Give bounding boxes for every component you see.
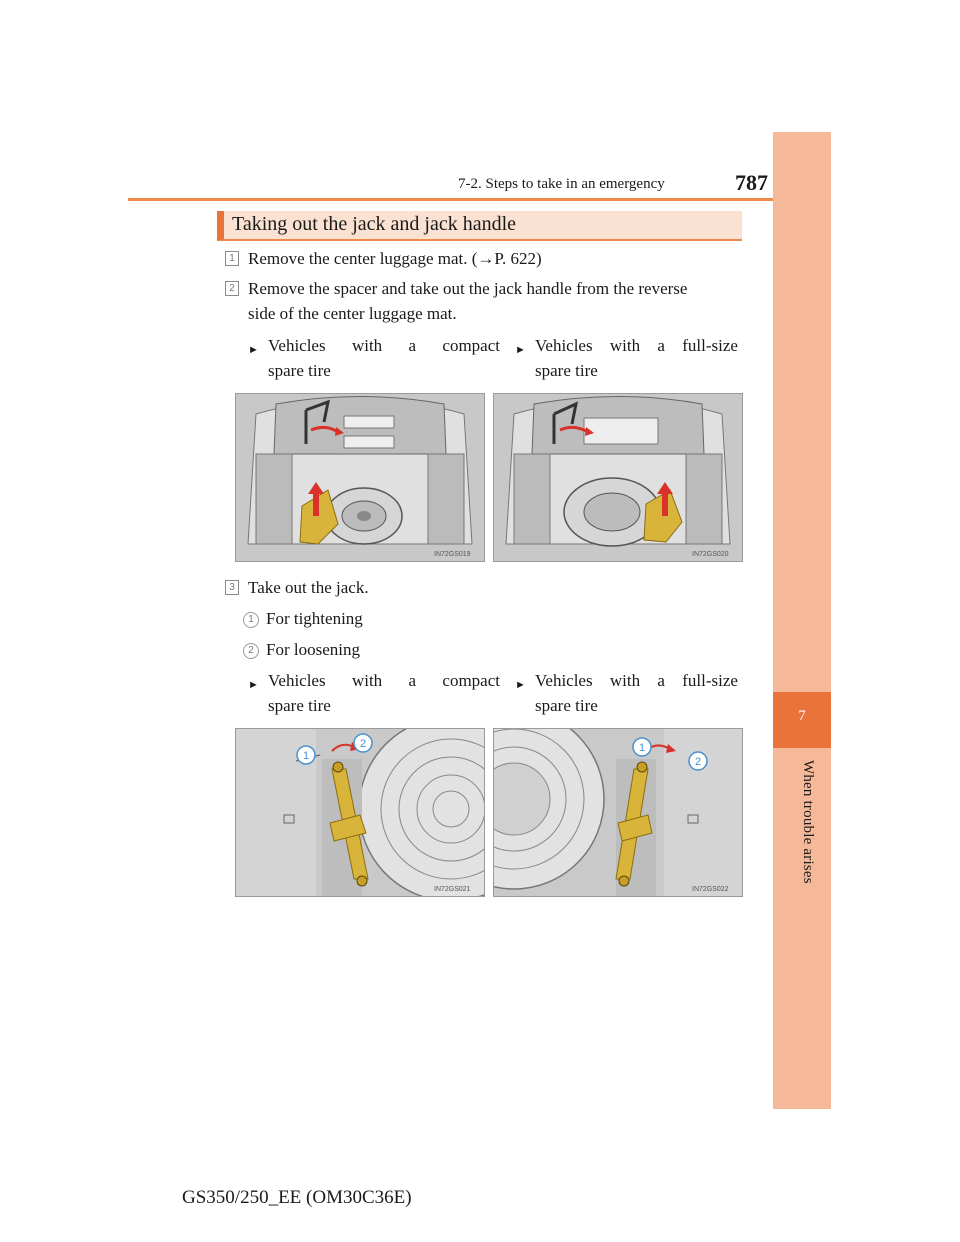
header-rule [128,198,831,201]
svg-text:1: 1 [638,742,646,754]
svg-text:IN72GS020: IN72GS020 [692,551,729,558]
svg-text:2: 2 [694,756,702,768]
triangle-bullet-icon: ► [515,344,526,356]
vehicle-label-compact: ► Vehicles with a compact spare tire [248,336,500,380]
footer-model-code: GS350/250_EE (OM30C36E) [182,1187,412,1208]
step-text: Remove the spacer and take out the jack handle from the reverse [248,279,688,298]
section-heading [217,211,742,241]
sub-item-number: 1 [243,612,259,628]
page-number: 787 [735,170,768,195]
svg-text:IN72GS022: IN72GS022 [692,886,729,893]
header-section-title: 7-2. Steps to take in an emergency [458,176,665,192]
triangle-bullet-icon: ► [248,344,259,356]
svg-text:1: 1 [302,750,310,762]
step-number-box: 1 [225,251,239,266]
sub-item-number: 2 [243,643,259,659]
chapter-title: When trouble arises [800,760,816,884]
vehicle-label-compact: ► Vehicles with a compact spare tire [248,671,500,715]
figure-jack-compact [235,728,485,897]
jack-illustration [494,729,742,896]
triangle-bullet-icon: ► [248,679,259,691]
step-number-box: 3 [225,580,239,595]
section-heading-text: Taking out the jack and jack handle [232,213,517,235]
svg-text:IN72GS019: IN72GS019 [434,551,471,558]
figure-jack-fullsize [493,728,743,897]
step-number-box: 2 [225,281,239,296]
vehicle-label-fullsize: ► Vehicles with a full-size spare tire [515,336,738,380]
step-text: Take out the jack. [248,578,369,597]
figure-trunk-fullsize [493,393,743,562]
svg-text:2: 2 [359,738,367,750]
sub-item-text: For tightening [266,609,363,628]
step-text-continued: side of the center luggage mat. [248,304,457,323]
trunk-illustration [494,394,742,561]
vehicle-label-fullsize: ► Vehicles with a full-size spare tire [515,671,738,715]
trunk-illustration [236,394,484,561]
triangle-bullet-icon: ► [515,679,526,691]
step-text: Remove the center luggage mat. (→P. 622) [248,249,542,268]
figure-trunk-compact [235,393,485,562]
sub-item-text: For loosening [266,640,360,659]
svg-text:IN72GS021: IN72GS021 [434,886,471,893]
jack-illustration [236,729,484,896]
chapter-number: 7 [798,708,806,724]
chapter-side-tab [773,132,831,1109]
